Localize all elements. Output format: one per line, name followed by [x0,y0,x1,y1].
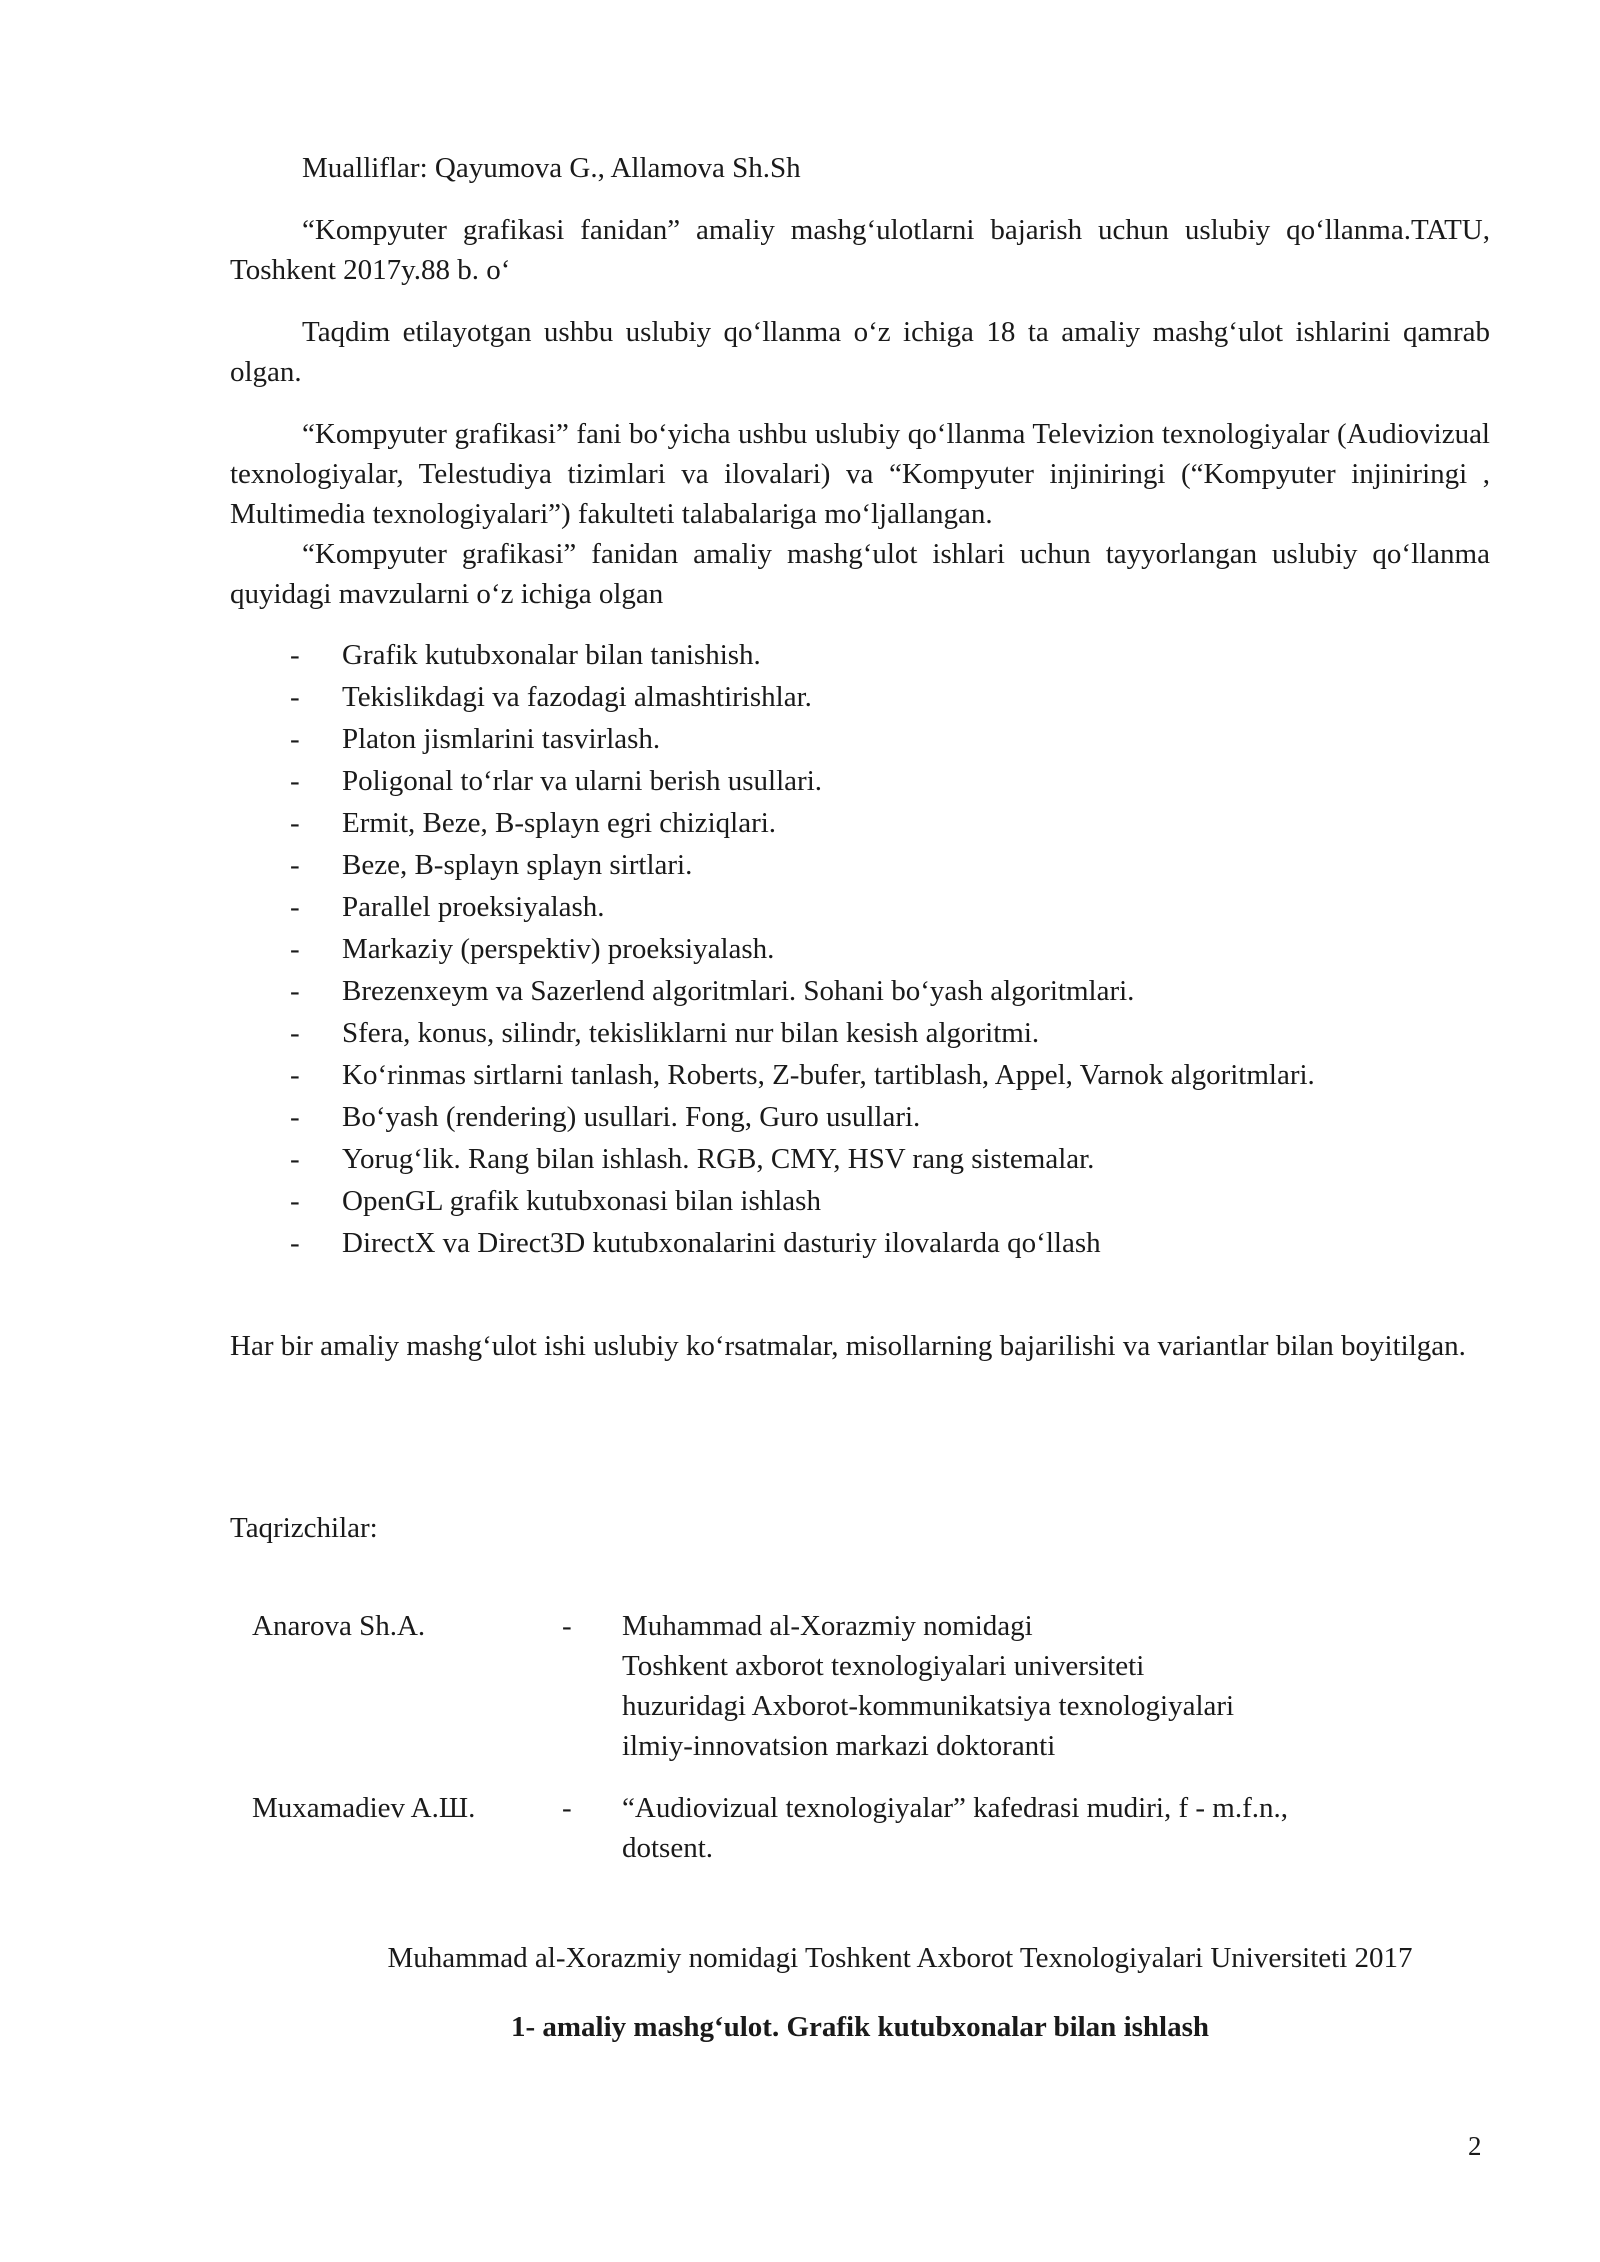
reviewer-dash: - [562,1792,572,1824]
list-dash: - [290,891,300,923]
list-item-text: Beze, B-splayn splayn sirtlari. [342,849,693,881]
summary-paragraph: Har bir amaliy mashg‘ulot ishi uslubiy ko‘rsatmalar, misollarning bajarilishi va variantlar bilan boyitilgan. [230,1330,1466,1362]
reviewer-affiliation [622,1788,1490,1868]
list-dash: - [290,1227,300,1259]
list-item [230,718,1490,760]
list-item [230,1012,1490,1054]
intro-paragraph: Taqdim etilayotgan ushbu uslubiy qo‘llanma o‘z ichiga 18 ta amaliy mashg‘ulot ishlarini qamrab olgan. [230,316,1490,388]
list-item-text: Platon jismlarini tasvirlash. [342,723,661,755]
list-item [230,802,1490,844]
list-item [230,886,1490,928]
list-dash: - [290,1185,300,1217]
list-dash: - [290,933,300,965]
list-dash: - [290,1017,300,1049]
list-dash: - [290,1143,300,1175]
list-item-text: Poligonal to‘rlar va ularni berish usullari. [342,765,823,797]
list-dash: - [290,681,300,713]
reviewer-dash: - [562,1610,572,1642]
list-item-text: DirectX va Direct3D kutubxonalarini dasturiy ilovalarda qo‘llash [342,1227,1101,1259]
list-item-text: Sfera, konus, silindr, tekisliklarni nur bilan kesish algoritmi. [342,1017,1040,1049]
list-dash: - [290,1059,300,1091]
list-item [230,1096,1490,1138]
reviewer-name: Anarova Sh.A. [252,1610,426,1642]
page-number: 2 [1468,2131,1482,2161]
list-item [230,760,1490,802]
list-item [230,1054,1490,1096]
affiliation-line: Muhammad al-Xorazmiy nomidagi [622,1610,1033,1642]
affiliation-line: ilmiy-innovatsion markazi doktoranti [622,1730,1056,1762]
list-item-text: Parallel proeksiyalash. [342,891,605,923]
list-item-text: Brezenxeym va Sazerlend algoritmlari. Sohani bo‘yash algoritmlari. [342,975,1135,1007]
list-dash: - [290,1101,300,1133]
topics-intro-paragraph: “Kompyuter grafikasi” fanidan amaliy mashg‘ulot ishlari uchun tayyorlangan uslubiy qo‘llanma quyidagi mavzularni o‘z ichiga olgan [230,538,1490,610]
affiliation-line: huzuridagi Axborot-kommunikatsiya texnologiyalari [622,1690,1235,1722]
list-item [230,1138,1490,1180]
list-dash: - [290,765,300,797]
reviewers-label: Taqrizchilar: [230,1512,378,1544]
list-item-text: Tekislikdagi va fazodagi almashtirishlar. [342,681,812,713]
list-item [230,1180,1490,1222]
reviewers-block [230,1606,1490,1868]
affiliation-line: “Audiovizual texnologiyalar” kafedrasi mudiri, f - m.f.n., [622,1792,1288,1824]
university-line: Muhammad al-Xorazmiy nomidagi Toshkent Axborot Texnologiyalari Universiteti 2017 [387,1942,1413,1974]
reviewer-affiliation [622,1606,1490,1766]
list-item-text: Ermit, Beze, B-splayn egri chiziqlari. [342,807,777,839]
list-dash: - [290,975,300,1007]
topics-list [230,634,1490,1264]
audience-paragraph: “Kompyuter grafikasi” fani bo‘yicha ushbu uslubiy qo‘llanma Televizion texnologiyalar (Audiovizual texnologiyalar, Telestudiya tizimlari va ilovalari) va “Kompyuter injiniringi (“Kompyuter injiniringi , Multimedia texnologiyalari”) fakulteti talabalariga mo‘ljallangan. [230,418,1490,530]
list-item-text: Markaziy (perspektiv) proeksiyalash. [342,933,775,965]
reviewer-name: Muxamadiev A.Ш. [252,1792,476,1824]
citation-paragraph: “Kompyuter grafikasi fanidan” amaliy mashg‘ulotlarni bajarish uchun uslubiy qo‘llanma.TATU, Toshkent 2017y.88 b. o‘ [230,214,1490,286]
list-item-text: Ko‘rinmas sirtlarni tanlash, Roberts, Z-bufer, tartiblash, Appel, Varnok algoritmlari. [342,1059,1315,1091]
affiliation-line: dotsent. [622,1832,714,1864]
list-item [230,1222,1490,1264]
authors-line: Mualliflar: Qayumova G., Allamova Sh.Sh [302,152,801,184]
list-item [230,844,1490,886]
affiliation-line: Toshkent axborot texnologiyalari universiteti [622,1650,1145,1682]
list-item-text: Yorug‘lik. Rang bilan ishlash. RGB, CMY, HSV rang sistemalar. [342,1143,1095,1175]
list-dash: - [290,723,300,755]
list-item [230,676,1490,718]
list-item-text: Grafik kutubxonalar bilan tanishish. [342,639,761,671]
list-item-text: OpenGL grafik kutubxonasi bilan ishlash [342,1185,821,1217]
list-item [230,634,1490,676]
reviewer-entry [230,1788,1490,1868]
list-dash: - [290,639,300,671]
section-heading: 1- amaliy mashg‘ulot. Grafik kutubxonalar bilan ishlash [510,2011,1210,2043]
page-content [230,148,1490,2076]
list-dash: - [290,807,300,839]
reviewer-entry [230,1606,1490,1766]
list-item [230,928,1490,970]
list-item [230,970,1490,1012]
list-item-text: Bo‘yash (rendering) usullari. Fong, Guro usullari. [342,1101,921,1133]
list-dash: - [290,849,300,881]
